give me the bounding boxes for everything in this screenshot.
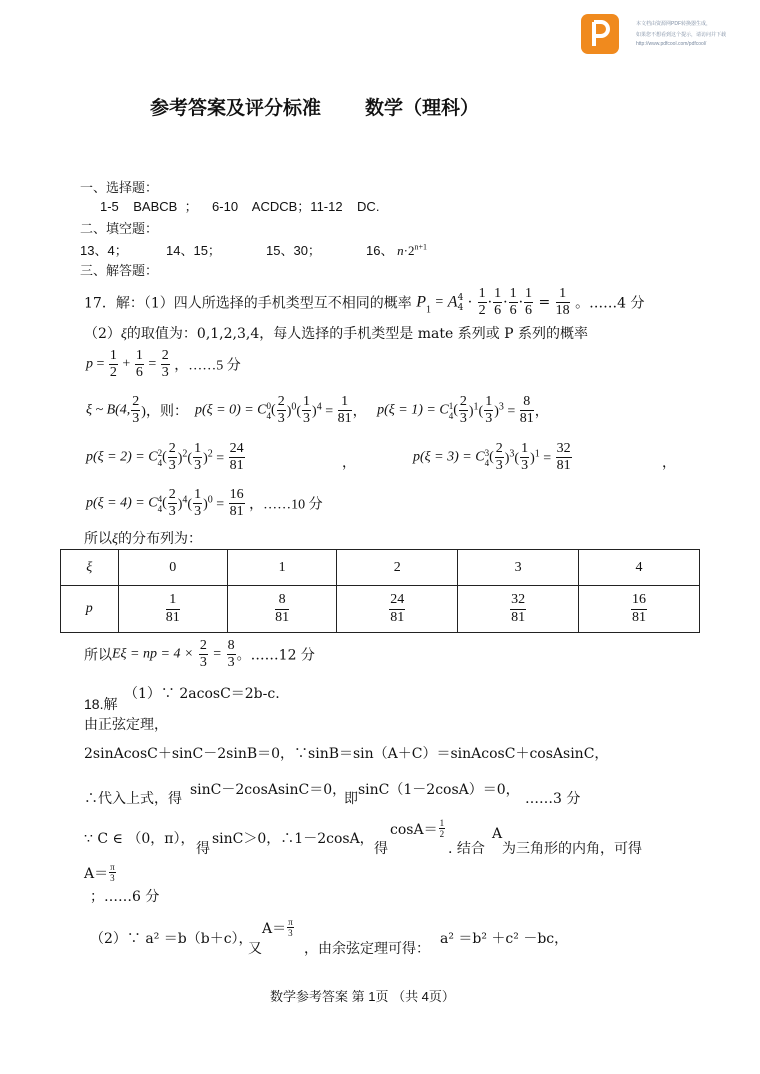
q18-l4-a: ∴代入上式，得 — [84, 791, 182, 807]
q17-r4: $\frac{16}{81}$ — [229, 487, 244, 520]
choice-range-1: 1-5 — [100, 199, 119, 214]
q17-frac-sixth-3: $\frac{1}{6}$ — [525, 286, 533, 319]
table-cell: $\frac{16}{81}$ — [579, 586, 700, 633]
table-cell: 0 — [118, 550, 227, 586]
q17-A: A — [447, 293, 458, 311]
table-cell: 4 — [579, 550, 700, 586]
q17-p1: p(ξ = 1) = C — [377, 402, 449, 418]
q17-p2: p(ξ = 2) = C — [86, 449, 158, 465]
q17-r0: $\frac{1}{81}$ — [337, 394, 352, 427]
q18-l7-a: （2）∵ a² ＝b（b＋c）， — [90, 931, 253, 947]
fill-answer-16 — [366, 240, 427, 259]
q17-r3: $\frac{32}{81}$ — [556, 441, 571, 474]
logo-tagline-2: 如果您不想看到这个提示，请访问并下载 — [636, 32, 727, 38]
fill-16-dot: · — [403, 243, 408, 258]
q17-b-param: $\frac{2}{3}$ — [132, 394, 140, 427]
table-cell: ξ — [61, 550, 119, 586]
q17-score-5: ，……5 分 — [174, 358, 241, 374]
distribution-table — [60, 549, 700, 633]
table-cell: $\frac{32}{81}$ — [458, 586, 579, 633]
choice-answer-3: DC. — [357, 199, 380, 214]
q18-l5-c: sinC＞0，∴1－2cosA， — [212, 831, 374, 847]
table-caption: 所以ξ的分布列为： — [84, 531, 202, 547]
logo-tagline-3: http://www.pdfcool.com/pdfcool/ — [636, 41, 707, 47]
q17-score-4: 。……4 分 — [575, 295, 645, 312]
q18-l5-h: 为三角形的内角，可得 — [502, 841, 642, 857]
q18-score-3: ……3 分 — [525, 791, 581, 807]
solve-heading: 三、解答题： — [80, 263, 159, 278]
q18-score-6: ；……6 分 — [90, 889, 160, 905]
page-subject: 数学（理科） — [365, 98, 480, 119]
q17-expectation: 所以Eξ = np = 4 × $\frac{2}{3}$ = $\frac{8}{3}$ 。……12 分 — [84, 638, 315, 671]
choice-answer-2: ACDCB；11-12 — [251, 199, 343, 214]
q18-label: 18.解 — [84, 696, 118, 712]
table-row — [61, 550, 700, 586]
choice-range-2: 6-10 — [212, 199, 239, 214]
q17-l3-half: $\frac{1}{2}$ — [109, 348, 117, 381]
q17-part2: （2） — [84, 326, 121, 342]
page-title: 参考答案及评分标准 — [150, 98, 322, 119]
q18-line3: 2sinAcosC＋sinC－2sinB＝0，∵sinB＝sin（A＋C）＝sinAcosC＋cosAsinC， — [84, 746, 609, 762]
q17-line4: ξ ~ B(4, $\frac{2}{3}$ )，则： p(ξ = 0) = C 0 4 ( $\frac{2}{3}$ )$^0$( $\frac{1}{3}$ )$^4$ = $\frac{1}{81}$ ， p(ξ = 1) = C 1 4 ( $\frac{2}{3}$ )$^1$( $\frac{1}{3}$ )$^3$ = $\frac{8}{81}$ ， — [86, 394, 549, 427]
q17-p4: p(ξ = 4) = C — [86, 495, 158, 511]
q18-l7-d: ，由余弦定理可得： — [304, 941, 430, 957]
table-cell: $\frac{1}{81}$ — [118, 586, 227, 633]
q17-line3: p = $\frac{1}{2}$ + $\frac{1}{6}$ = $\frac{2}{3}$ ，……5 分 — [86, 348, 241, 381]
q17-frac-half: $\frac{1}{2}$ — [478, 286, 486, 319]
q18-l4-b: sinC－2cosAsinC＝0， — [190, 782, 347, 798]
q17-frac-result: $\frac{1}{18}$ — [555, 286, 570, 319]
q17-A-sup: 4 — [457, 292, 464, 303]
q18-line2: 由正弦定理， — [84, 716, 168, 732]
q18-l5-b: 得 — [196, 841, 210, 857]
table-cell: 1 — [227, 550, 336, 586]
q18-l7-c: A＝ $\frac{\pi}{3}$ — [262, 917, 293, 939]
fill-answer-13: 13、4； — [80, 243, 128, 258]
q17-score-12: 。……12 分 — [236, 647, 315, 664]
q17-xi: ξ — [120, 327, 127, 342]
q17-r2: $\frac{24}{81}$ — [229, 441, 244, 474]
q17-p: p — [86, 356, 93, 372]
q17-l3-sixth: $\frac{1}{6}$ — [135, 348, 143, 381]
q18-given: （1）∵ 2acosC＝2b-c. — [124, 686, 280, 702]
q17-p3: p(ξ = 3) = C — [413, 449, 485, 465]
table-cell: p — [61, 586, 119, 633]
fill-answer-15: 15、30； — [266, 243, 321, 258]
fill-heading: 二、填空题： — [80, 221, 159, 236]
q17-frac-sixth-1: $\frac{1}{6}$ — [494, 286, 502, 319]
q17-A-sub: 4 — [457, 302, 464, 313]
q18-l4-d: sinC（1－2cosA）＝0， — [358, 782, 520, 798]
q18-l5-d: 得 — [374, 841, 388, 857]
q17-score-10: ，……10 分 — [249, 497, 323, 513]
q17-line2 — [84, 323, 588, 343]
fill-16-n: n — [397, 243, 404, 258]
choice-answers — [100, 196, 379, 215]
q17-l5-comma-2: ， — [662, 455, 676, 471]
q18-l5-f: . 结合 — [448, 841, 485, 857]
q17-p0: p(ξ = 0) = C — [194, 402, 267, 418]
page-footer: 数学参考答案 第 1页 （共 4页） — [270, 989, 455, 1004]
table-cell: $\frac{8}{81}$ — [227, 586, 336, 633]
q17-line1: 17．解：（1）四人所选择的手机类型互不相同的概率 $P_1 = A$ 4 4 · $\frac{1}{2}$ · $\frac{1}{6}$ · $\frac{1}{6}$ · $\frac{1}{6}$ = $\frac{1}{18}$ 。……4 分 — [84, 286, 645, 319]
q17-eq: = — [435, 294, 444, 310]
fill-16-exp: n+1 — [414, 242, 427, 252]
table-row — [61, 586, 700, 633]
pdf-logo — [581, 14, 619, 54]
q18-l5-g: A — [492, 826, 503, 842]
q17-line6: p(ξ = 4) = C 4 4 ( $\frac{2}{3}$ )$^4$( $\frac{1}{3}$ )$^0$ = $\frac{16}{81}$ ，……10 分 — [86, 487, 323, 520]
choice-separator: ； — [184, 199, 198, 214]
fill-answer-14: 14、15； — [166, 243, 221, 258]
q17-P: P — [416, 293, 426, 311]
q17-l5-comma-1: ， — [342, 455, 356, 471]
choice-heading: 一、选择题： — [80, 180, 159, 195]
q17-part2-text: 的取值为：0,1,2,3,4，每人选择的手机类型是 mate 系列或 P 系列的概率 — [126, 326, 589, 342]
q17-intro: 17．解：（1）四人所选择的手机类型互不相同的概率 — [84, 295, 412, 312]
q17-P-sub: 1 — [425, 304, 431, 316]
choice-answer-1: BABCB — [133, 199, 178, 214]
q17-line5b: p(ξ = 3) = C 3 4 ( $\frac{2}{3}$ )$^3$( $\frac{1}{3}$ )$^1$ = $\frac{32}{81}$ — [413, 441, 571, 474]
table-cell: 3 — [458, 550, 579, 586]
q17-l3-two-thirds: $\frac{2}{3}$ — [161, 348, 169, 381]
q18-l6: A＝ $\frac{\pi}{3}$ — [84, 862, 115, 884]
fill-answer-16-label: 16、 — [366, 243, 394, 258]
q18-l7-b: 又 — [248, 941, 262, 957]
q17-r1: $\frac{8}{81}$ — [519, 394, 534, 427]
fill-16-base: 2 — [407, 243, 415, 258]
q18-l5-e: cosA＝ $\frac{1}{2}$ — [390, 818, 445, 840]
q18-l5-a: ∵ C ∈ （0，π）， — [84, 831, 195, 847]
q18-l4-c: 即 — [344, 791, 358, 807]
q17-frac-sixth-2: $\frac{1}{6}$ — [509, 286, 517, 319]
logo-tagline-1: 本文档由资源网PDF转换器生成， — [636, 21, 712, 27]
p-logo-icon — [589, 20, 611, 48]
table-cell: $\frac{24}{81}$ — [337, 586, 458, 633]
q18-l7-e: a² ＝b² ＋c² －bc， — [440, 931, 569, 947]
table-cell: 2 — [337, 550, 458, 586]
q17-line5: p(ξ = 2) = C 2 4 ( $\frac{2}{3}$ )$^2$( $\frac{1}{3}$ )$^2$ = $\frac{24}{81}$ — [86, 441, 244, 474]
